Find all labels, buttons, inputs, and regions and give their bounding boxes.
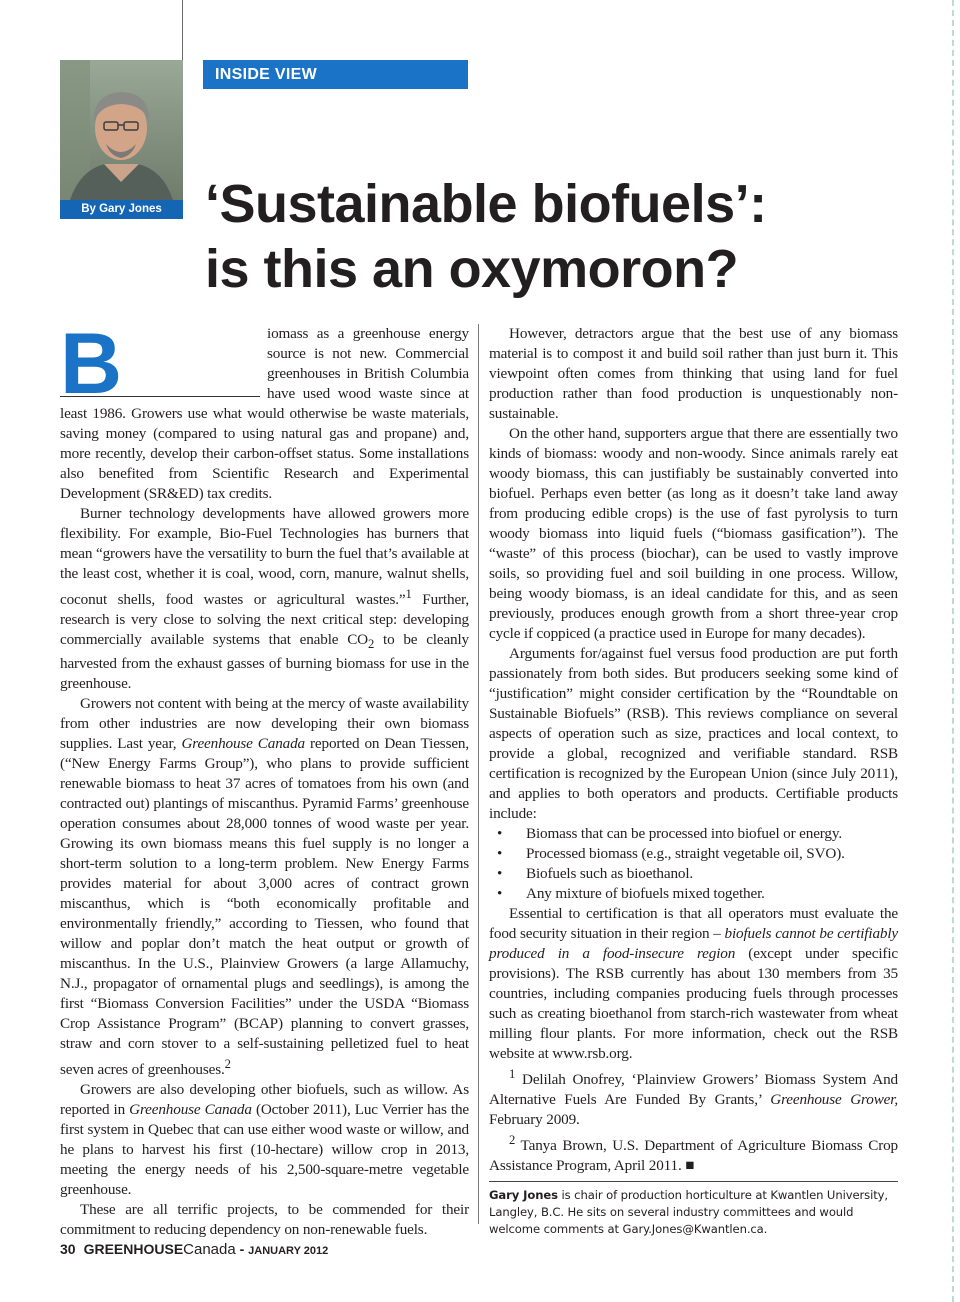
burner-paragraph: Burner technology developments have allowed growers more flexibility. For example, Bio-Fuel Technologies has burners that mean “growers have the versatility to burn the fuel that’s available at the least cost, whether it is coal, wood, corn, manure, walnut shells, coconut shells, food wastes or agricultural wastes.”$^1$ Further, research is very close to solving the next critical step: developing commercially available systems that enable $CO_2$ to be cleanly harvested from the exhaust gasses of burning biomass for use in the greenhouse. (60, 505, 469, 693)
supporters-paragraph: On the other hand, supporters argue that there are essentially two kinds of biomass: woody and non-woody. Since animals rarely eat woody biomass, this can justifiably be sustainably converted into biofuel. Perhaps even better (as long as it doesn’t take land away from producing edible crops) is the use of fast pyrolysis to turn woody biomass into liquid fuels (“biomass gasification”). The “waste” of this process (biochar), can be used to vastly improve soils, so providing fuel and soil building in one process. Willow, being woody biomass, is an ideal candidate for this, and as seen previously, produces enough growth from a short three-year crop cycle if coppiced (a practice used in Europe for many decades). (489, 425, 898, 642)
list-item: • Biofuels such as bioethanol. (489, 864, 898, 884)
headline-line-2: is this an oxymoron? (205, 239, 739, 299)
footnote-ref: 1 (405, 587, 412, 601)
section-banner: INSIDE VIEW (203, 60, 468, 89)
page-footer: 30 GREENHOUSECanada - JANUARY 2012 (60, 1241, 329, 1258)
left-column (60, 316, 470, 1240)
author-photo (60, 60, 183, 200)
author-bio: Gary Jones is chair of production horticulture at Kwantlen University, Langley, B.C. He sits on several industry committees and would welcome comments at Gary.Jones@Kwantlen.ca. (489, 1181, 898, 1238)
list-item: • Biomass that can be processed into biofuel or energy. (489, 824, 898, 844)
list-item: • Processed biomass (e.g., straight vegetable oil, SVO). (489, 844, 898, 864)
page-edge-dashes (952, 0, 954, 1302)
footnote-1: $^1$ Delilah Onofrey, ‘Plainview Growers’ Biomass System And Alternative Fuels Are Funded By Grants,’ Greenhouse Grower, February 2009. (489, 1067, 898, 1129)
list-item: • Any mixture of biofuels mixed together. (489, 884, 898, 904)
drop-cap: B (60, 324, 260, 397)
column-divider (478, 324, 479, 1224)
headline-line-1: ‘Sustainable biofuels’: (205, 174, 767, 234)
certifiable-products-list (489, 824, 898, 904)
willow-paragraph: Growers are also developing other biofuels, such as willow. As reported in Greenhouse Canada (October 2011), Luc Verrier has the first system in Quebec that can use either wood waste or willow, and he plans to harvest his first (10-hectare) willow crop in 2013, meeting the energy needs of his 2,500-square-metre vegetable greenhouse. (60, 1081, 469, 1199)
end-mark-icon: ■ (685, 1157, 695, 1175)
page-number: 30 (60, 1241, 76, 1257)
footnote-2: $^2$ Tanya Brown, U.S. Department of Agriculture Biomass Crop Assistance Program, April 2011. ■ (489, 1133, 898, 1175)
top-divider-line (182, 0, 183, 60)
publication-name: GREENHOUSE (83, 1241, 184, 1257)
right-column (489, 324, 898, 1238)
closing-paragraph: These are all terrific projects, to be commended for their commitment to reducing dependency on non-renewable fuels. (60, 1201, 469, 1239)
bio-name: Gary Jones (489, 1188, 558, 1203)
footnote-ref: 2 (224, 1057, 231, 1072)
intro-paragraph: B iomass as a greenhouse energy source is not new. Commercial greenhouses in British Columbia have used wood waste since at least 1986. Growers use what would otherwise be waste materials, saving money (compared to using natural gas and propane) and, more recently, develop their carbon-offset status. Some installations also benefited from Scientific Research and Experimental Development (SR&ED) tax credits. (60, 316, 469, 502)
food-security-paragraph: Essential to certification is that all operators must evaluate the food security situation in their region – biofuels cannot be certifiably produced in a food-insecure region (except under specific provisions). The RSB currently has about 130 members from 35 countries, including companies producing fuels through processes such as creating bioethanol from starch-rich wastewater from wheat milling flour plants. For more information, check out the RSB website at www.rsb.org. (489, 905, 899, 1062)
detractors-paragraph: However, detractors argue that the best use of any biomass material is to compost it and build soil rather than just burn it. This viewpoint often comes from thinking that using land for fuel production rather than food production is unquestionably non-sustainable. (489, 325, 898, 422)
biomass-supply-paragraph: Growers not content with being at the mercy of waste availability from other industries are now developing their own biomass supplies. Last year, Greenhouse Canada reported on Dean Tiessen, (“New Energy Farms Group”), who plans to provide sufficient renewable biomass to heat 37 acres of tomatoes from his own (and contracted out) plantings of miscanthus. Pyramid Farms’ greenhouse operation consumes about 28,000 tonnes of wood waste per year. Growing its own biomass means this fuel supply is no longer a short-term solution to a long-term problem. New Energy Farms provides material for about 3,000 acres of contract grown miscanthus, which is “both economically profitable and environmentally friendly,” according to Tiessen, who found that willow and poplar don’t match the heat output or growth of miscanthus. In the U.S., Plainview Growers (a large Allamuchy, N.J., propagator of ornamental plugs and seedlings), is among the first “Biomass Conversion Facilities” under the USDA “Biomass Crop Assistance Program” (BCAP) planning to convert grasses, straw and corn stover to a self-sustaining pelletized fuel to heat seven acres of greenhouses.$^2$ (60, 695, 470, 1079)
article-headline (205, 172, 767, 302)
issue-date: JANUARY 2012 (248, 1245, 329, 1257)
author-byline: By Gary Jones (60, 200, 183, 219)
certification-paragraph: Arguments for/against fuel versus food production are put forth passionately from both sides. But producers seeking some kind of “justification” might consider certification by the “Roundtable on Sustainable Biofuels” (RSB). This reviews compliance on several aspects of operation such as size, practices and local context, to provide a global, recognized and verifiable standard. RSB certification is recognized by the European Union (since July 2011), and applies to both operators and products. Certifiable products include: (489, 645, 898, 822)
